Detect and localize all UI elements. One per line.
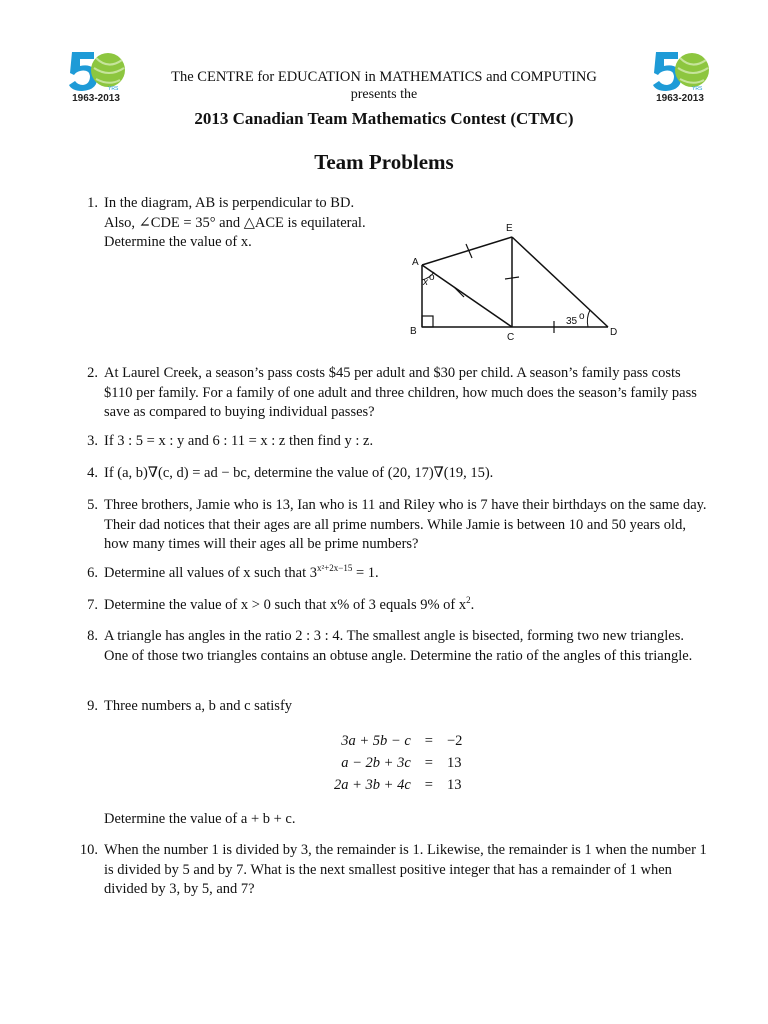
problem-9 (68, 697, 710, 717)
equation-row (330, 774, 466, 796)
exponent: 2 (466, 595, 471, 606)
problem-6-end: = 1. (352, 565, 379, 581)
page-title: Team Problems (314, 150, 454, 174)
equation-rhs: 13 (446, 755, 462, 771)
logo-years-left: 1963-2013 (72, 93, 120, 104)
exponent: x²+2x−15 (317, 563, 353, 574)
problem-5 (68, 496, 710, 555)
equation-row (330, 752, 466, 774)
problem-text (104, 564, 710, 584)
equation-lhs: 3a + 5b − c (341, 733, 411, 749)
problem-number: 9. (87, 698, 98, 714)
problem-number: 6. (87, 565, 98, 581)
problem-6-text: Determine all values of x such that 3 (104, 565, 318, 581)
label-e: E (506, 223, 513, 234)
problem-outro: Determine the value of a + b + c. (104, 811, 296, 827)
label-d: D (610, 327, 618, 338)
problem-number: 5. (87, 497, 98, 513)
equation-lhs: a − 2b + 3c (341, 755, 411, 771)
problem-number: 10. (79, 842, 98, 858)
problem-10 (68, 841, 710, 900)
label-angle-degree: o (579, 311, 585, 322)
problem-1 (68, 194, 428, 253)
problem-text: At Laurel Creek, a season’s pass costs $45 per adult and $30 per child. A season’s family pass costs $110 per family. For a family of one adult and three children, how much does the season’s family pass save as compared to buying individual passes? (104, 365, 697, 420)
problem-text: Three brothers, Jamie who is 13, Ian who is 11 and Riley who is 7 have their birthdays on the same day. Their dad notices that their ages are all prime numbers. While Jamie is between 10 and 50 years old, how many times will their ages all be prime numbers? (104, 497, 707, 552)
organization-name: The CENTRE for EDUCATION in MATHEMATICS and COMPUTING (171, 69, 597, 85)
problem-intro: Three numbers a, b and c satisfy (104, 698, 293, 714)
problem-text (104, 596, 710, 616)
contest-name: 2013 Canadian Team Mathematics Contest (CTMC) (194, 109, 574, 128)
equation-rhs: 13 (446, 777, 462, 793)
problem-4 (68, 464, 710, 484)
problem-1-line-1: In the diagram, AB is perpendicular to BD. (104, 195, 355, 211)
equation-equals: = (424, 777, 433, 793)
label-x: x (423, 277, 428, 288)
problem-6 (68, 564, 710, 584)
equation-equals: = (424, 733, 433, 749)
contest-header (0, 68, 768, 131)
problem-number: 8. (87, 628, 98, 644)
problem-text: If 3 : 5 = x : y and 6 : 11 = x : z then find y : z. (104, 433, 374, 449)
problem-number: 7. (87, 597, 98, 613)
label-c: C (507, 332, 515, 342)
problem-9-question (68, 810, 710, 830)
logo-years-right: 1963-2013 (656, 93, 704, 104)
problem-number: 4. (87, 465, 98, 481)
problem-number: 1. (87, 195, 98, 211)
problem-7 (68, 596, 710, 616)
problem-7-end: . (470, 597, 475, 613)
problem-text: If (a, b)∇(c, d) = ad − bc, determine the value of (20, 17)∇(19, 15). (104, 465, 494, 481)
presents-line: presents the (350, 87, 418, 102)
problem-7-text: Determine the value of x > 0 such that x% of 3 equals 9% of x (104, 597, 467, 613)
logo-mark-text: YRS (108, 86, 119, 92)
problem-text: When the number 1 is divided by 3, the remainder is 1. Likewise, the remainder is 1 when the number 1 is divided by 5 and by 7. What is the next smallest positive integer that has a remainder of 1 when divided by 3, by 5, and 7? (104, 842, 707, 897)
problem-8 (68, 627, 710, 666)
equation-rhs: −2 (446, 733, 463, 749)
problem-1-line-2: Also, ∠CDE = 35° and △ACE is equilateral. (104, 214, 366, 231)
svg-text:YRS: YRS (692, 86, 703, 92)
triangle-diagram (404, 218, 624, 342)
problem-number: 2. (87, 365, 98, 381)
problem-1-line-3: Determine the value of x. (104, 234, 252, 250)
equation-equals: = (424, 755, 433, 771)
problem-text: A triangle has angles in the ratio 2 : 3 : 4. The smallest angle is bisected, forming two new triangles. One of those two triangles contains an obtuse angle. Determine the ratio of the angles of this triangle. (104, 628, 693, 664)
label-b: B (410, 326, 417, 337)
label-angle-35: 35 (566, 316, 578, 327)
problem-2 (68, 364, 710, 423)
equation-row (330, 730, 466, 752)
problem-number: 3. (87, 433, 98, 449)
equation-lhs: 2a + 3b + 4c (334, 777, 411, 793)
problem-3 (68, 432, 710, 452)
label-a: A (412, 257, 419, 268)
label-x-degree: o (429, 272, 435, 283)
equation-system (330, 730, 466, 796)
